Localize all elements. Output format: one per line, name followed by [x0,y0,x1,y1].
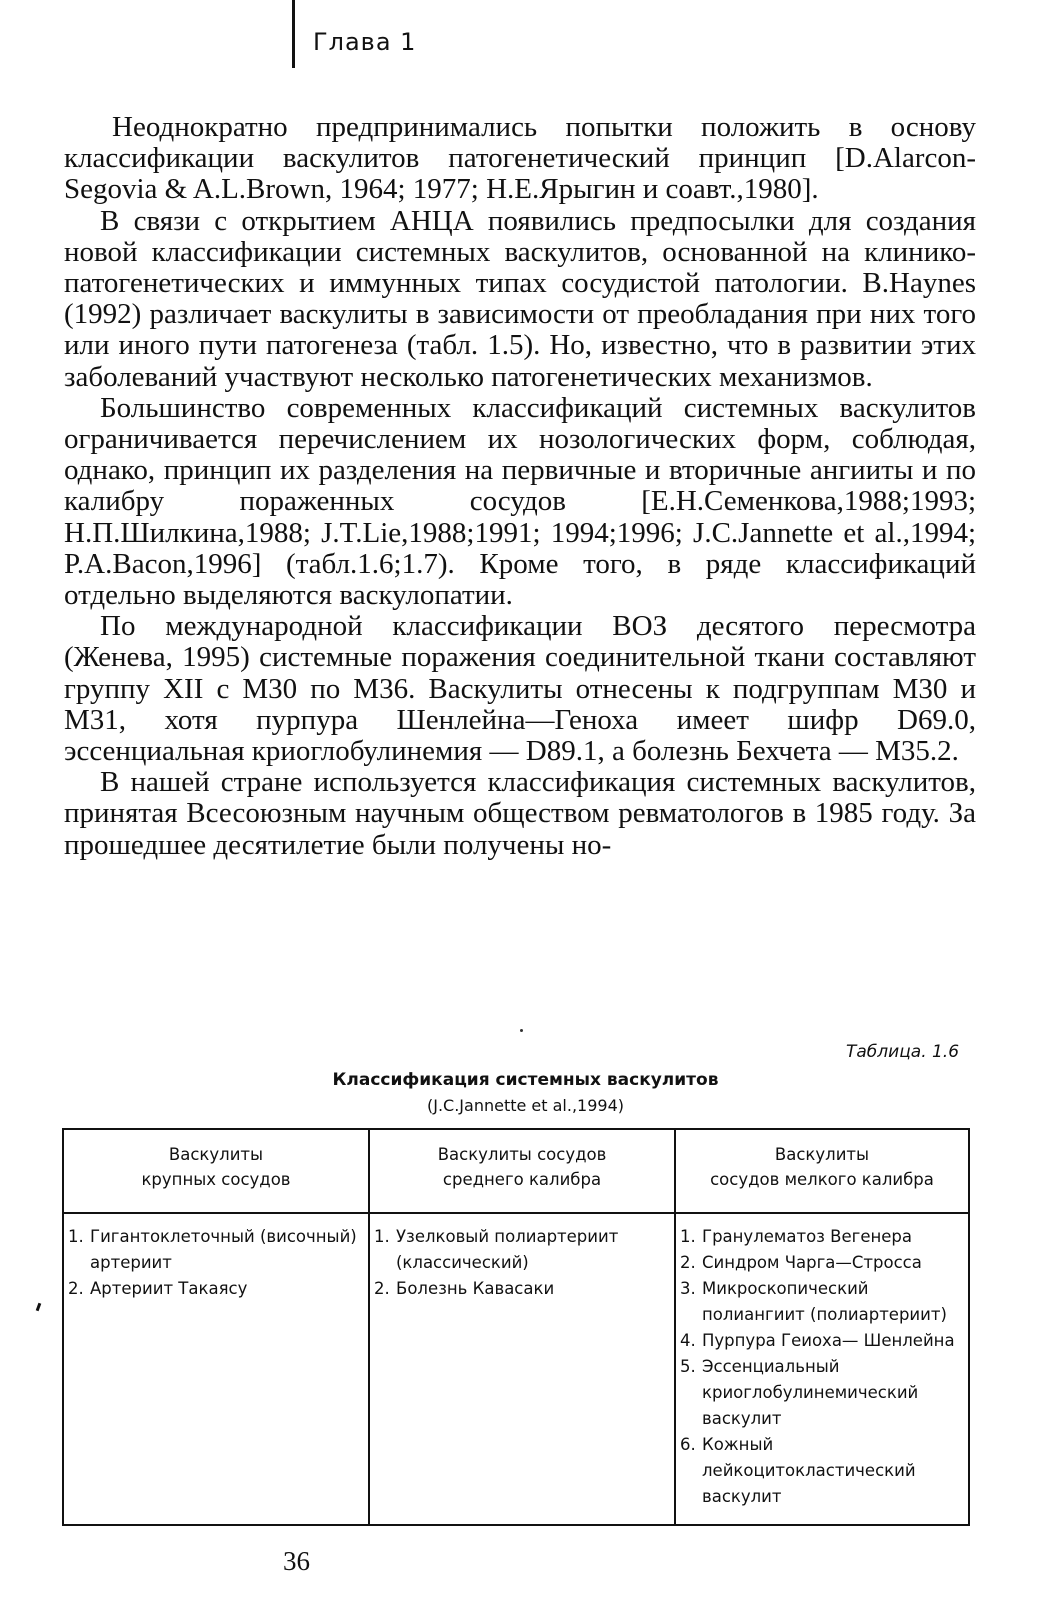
classification-table [62,1128,970,1526]
item-text: Микроскопический полиангиит (полиартериит) [702,1279,947,1324]
header-line: Васкулиты [774,1145,870,1164]
item-number: 2. [374,1279,390,1298]
header-line: среднего калибра [442,1170,602,1189]
list-item [68,1276,364,1302]
paragraph-4: По международной классификации ВОЗ десятого пересмотра (Женева, 1995) системные поражения соединительной ткани составляют группу XII с М30 по М36. Васкулиты отнесены к подгруппам М30 и М31, хотя пурпура Шенлейна—Геноха имеет шифр D69.0, эссенциальная криоглобулинемия — D89.1, а болезнь Бехчета — М35.2. [64,610,976,768]
list-item [680,1432,964,1510]
body-text [64,112,976,861]
header-line: Васкулиты [168,1145,264,1164]
list-item [374,1224,670,1276]
item-number: 2. [68,1279,84,1298]
table-header-row [63,1129,969,1213]
paragraph-1: Неоднократно предпринимались попытки положить в основу классификации васкулитов патогенетический принцип [D.Alarcon-Segovia & A.L.Brown, 1964; 1977; Н.Е.Ярыгин и соавт.,1980]. [64,111,976,206]
item-number: 1. [68,1227,84,1246]
cell-small-vessels [675,1213,969,1525]
scan-dot [520,1029,523,1032]
cell-medium-vessels [369,1213,675,1525]
list-item [680,1224,964,1250]
scan-mark [36,1303,42,1312]
item-text: Гигантоклеточный (височный) артериит [90,1227,357,1272]
item-text: Кожный лейкоцитокластический васкулит [702,1435,916,1506]
item-text: Болезнь Кавасаки [396,1279,555,1298]
paragraph-5: В нашей стране используется классификация системных васкулитов, принятая Всесоюзным научным обществом ревматологов в 1985 году. За прошедшее десятилетие были получены но- [64,766,976,861]
item-text: Артериит Такаясу [90,1279,248,1298]
item-number: 5. [680,1357,696,1376]
item-text: Узелковый полиартериит (классический) [396,1227,619,1272]
header-line: Васкулиты сосудов [437,1145,607,1164]
list-item [680,1354,964,1432]
list-item [68,1224,364,1276]
item-number: 1. [680,1227,696,1246]
paragraph-3: Большинство современных классификаций системных васкулитов ограничивается перечислением их нозологических форм, соблюдая, однако, принцип их разделения на первичные и вторичные ангииты и по калибру пораженных сосудов [Е.Н.Семенкова,1988;1993; Н.П.Шилкина,1988; J.T.Lie,1988;1991; 1994;1996; J.C.Jannette et al.,1994; P.A.Bacon,1996] (табл.1.6;1.7). Кроме того, в ряде классификаций отдельно выделяются васкулопатии. [64,391,976,612]
item-text: Гранулематоз Вегенера [702,1227,912,1246]
header-rule [292,0,295,68]
item-number: 3. [680,1279,696,1298]
list-item [680,1276,964,1328]
column-header-large-vessels [63,1129,369,1213]
column-header-medium-vessels [369,1129,675,1213]
table-caption: Таблица. 1.6 [846,1042,960,1062]
table-source: (J.C.Jannette et al.,1994) [426,1096,624,1115]
list-item [374,1276,670,1302]
table-body-row [63,1213,969,1525]
item-number: 4. [680,1331,696,1350]
chapter-header [292,0,416,72]
item-text: Эссенциальный криоглобулинемический васкулит [702,1357,919,1428]
item-number: 6. [680,1435,696,1454]
header-line: крупных сосудов [141,1170,291,1189]
chapter-title: Глава 1 [313,28,417,56]
cell-large-vessels [63,1213,369,1525]
table-title: Классификация системных васкулитов [332,1070,719,1090]
item-number: 1. [374,1227,390,1246]
item-text: Пурпура Геиоха— Шенлейна [702,1331,955,1350]
paragraph-2: В связи с открытием АНЦА появились предпосылки для создания новой классификации системных васкулитов, основанной на клинико-патогенетических и иммунных типах сосудистой патологии. B.Haynes (1992) различает васкулиты в зависимости от преобладания при них того или иного пути патогенеза (табл. 1.5). Но, известно, что в развитии этих заболеваний участвуют несколько патогенетических механизмов. [64,204,976,393]
list-item [680,1328,964,1354]
page-number: 36 [283,1546,310,1576]
header-line: сосудов мелкого калибра [710,1170,934,1189]
list-item [680,1250,964,1276]
item-text: Синдром Чарга—Стросса [702,1253,922,1272]
item-number: 2. [680,1253,696,1272]
column-header-small-vessels [675,1129,969,1213]
